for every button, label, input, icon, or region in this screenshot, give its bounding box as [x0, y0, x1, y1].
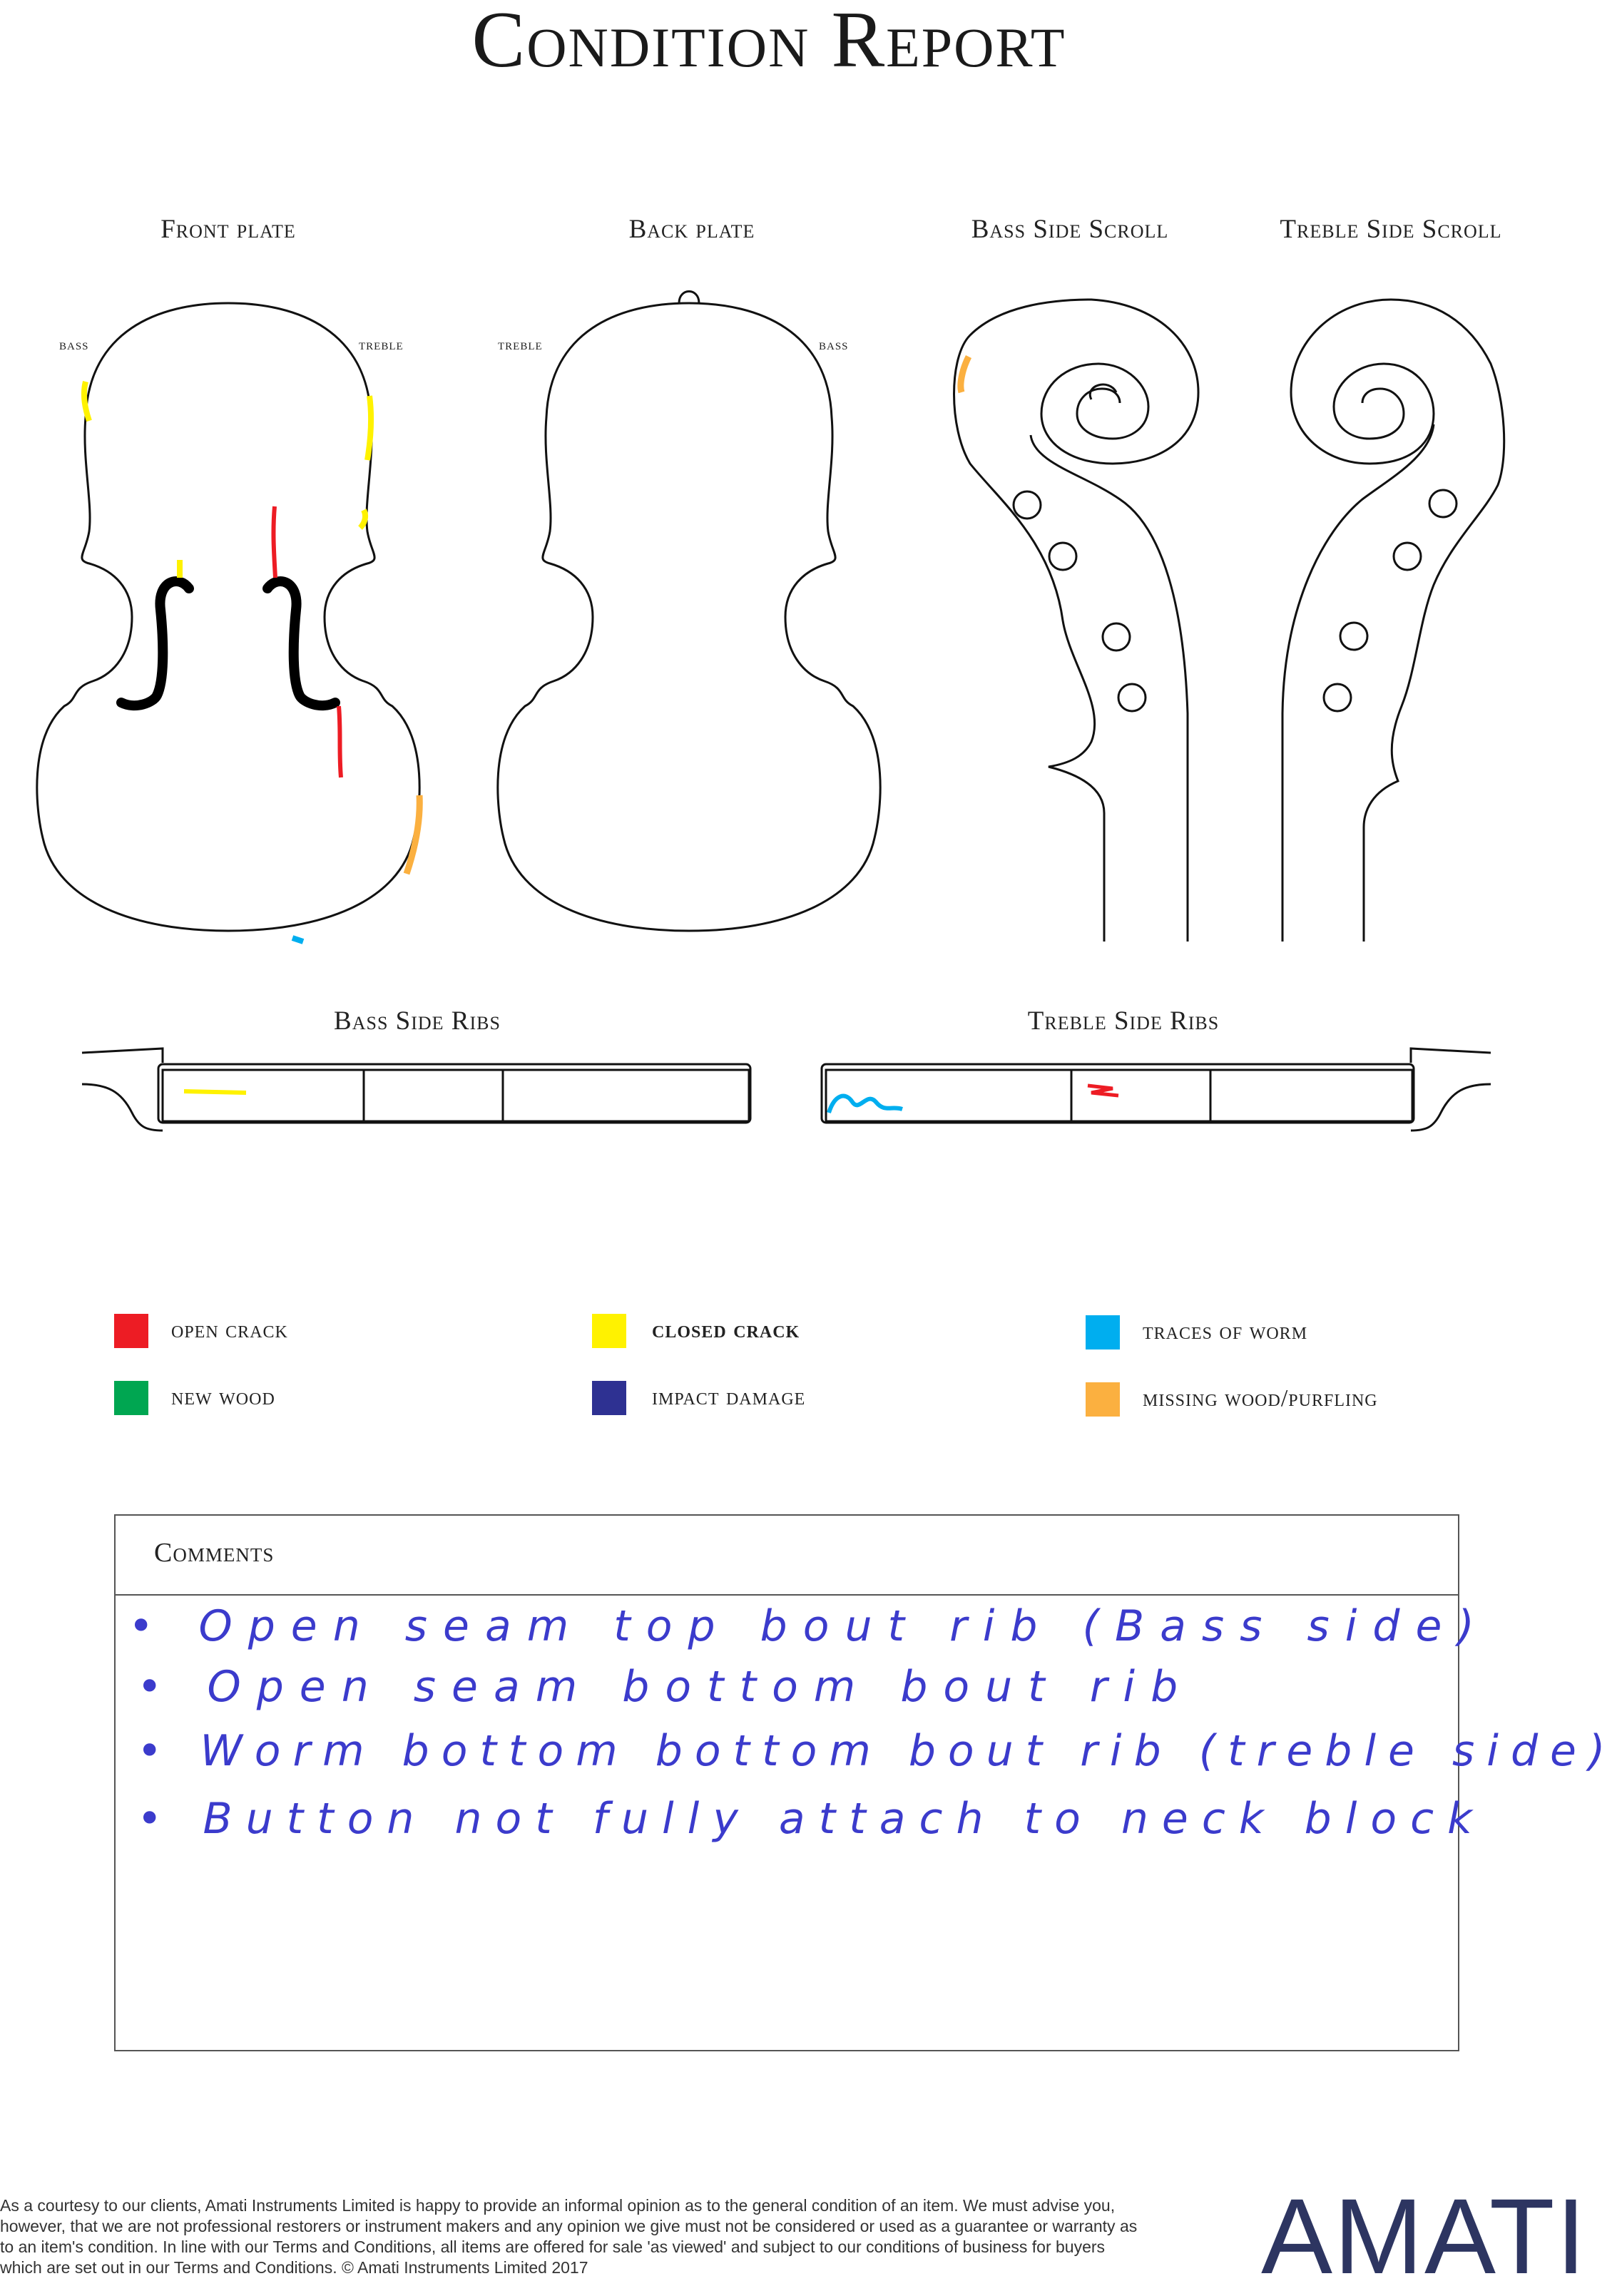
section-bass-ribs: Bass Side Ribs	[334, 1006, 501, 1036]
f-hole-left	[121, 581, 189, 705]
mark-closed-crack	[360, 510, 365, 528]
mark-closed-crack	[367, 396, 371, 460]
legend-swatch-new-wood	[114, 1381, 148, 1415]
legend-swatch-missing-wood	[1086, 1382, 1120, 1417]
treble-ribs-drawing	[822, 1048, 1491, 1131]
legend-label-open-crack: open crack	[171, 1317, 288, 1343]
back-plate-drawing	[498, 292, 880, 932]
legend-label-new-wood: new wood	[171, 1384, 275, 1410]
page-title: Condition Report	[471, 0, 1066, 84]
treble-scroll-drawing	[1282, 300, 1504, 942]
comment-line-1: • Open seam top bout rib (Bass side)	[128, 1601, 1490, 1651]
bass-ribs-drawing	[82, 1048, 750, 1131]
mark-open-crack	[339, 706, 341, 777]
legend-label-traces-of-worm: traces of worm	[1143, 1318, 1308, 1345]
legend-label-missing-wood: missing wood/purfling	[1143, 1385, 1378, 1412]
label-back-bass: bass	[819, 335, 849, 353]
bass-scroll-drawing	[954, 300, 1199, 942]
legend-swatch-open-crack	[114, 1314, 148, 1348]
section-front-plate: Front plate	[160, 215, 296, 244]
comment-line-2: • Open seam bottom bout rib	[137, 1662, 1194, 1712]
section-treble-ribs: Treble Side Ribs	[1027, 1006, 1220, 1036]
back-button	[679, 292, 699, 304]
comments-title: Comments	[154, 1538, 275, 1568]
mark-traces-of-worm	[292, 938, 303, 942]
label-back-treble: treble	[498, 335, 543, 353]
mark-open-crack	[273, 506, 275, 578]
amati-logo: AMATI	[1261, 2176, 1588, 2296]
comment-line-4: • Button not fully attach to neck block	[137, 1794, 1486, 1844]
f-hole-right	[267, 581, 335, 705]
disclaimer-text: As a courtesy to our clients, Amati Instruments Limited is happy to provide an informal opinion as to the general condition of an item. We must advise you, however, that we are not professional restorers or instrument makers and any opinion we give must not be considered or used as a guarantee or warranty as to an item's condition. In line with our Terms and Conditions, all items are offered for sale 'as viewed' and subject to our conditions of business for buyers which are set out in our Terms and Conditions. © Amati Instruments Limited 2017	[0, 2196, 1138, 2277]
comment-line-3: • Worm bottom bottom bout rib (treble side)	[137, 1726, 1617, 1776]
comments-header	[116, 1516, 1458, 1596]
section-back-plate: Back plate	[628, 215, 755, 244]
legend-swatch-impact-damage	[592, 1381, 626, 1415]
legend-swatch-traces-of-worm	[1086, 1315, 1120, 1349]
section-bass-scroll: Bass Side Scroll	[971, 215, 1169, 244]
legend-label-closed-crack: closed crack	[652, 1317, 800, 1343]
legend-swatch-closed-crack	[592, 1314, 626, 1348]
mark-open-crack	[1088, 1086, 1118, 1096]
mark-closed-crack	[184, 1091, 246, 1093]
mark-traces-of-worm	[829, 1096, 902, 1113]
mark-closed-crack	[84, 382, 89, 421]
mark-missing-wood	[961, 357, 969, 392]
front-plate-drawing	[37, 303, 419, 942]
mark-missing-wood	[407, 795, 419, 874]
section-treble-scroll: Treble Side Scroll	[1280, 215, 1502, 244]
comments-box	[114, 1514, 1617, 2051]
label-front-bass: bass	[59, 335, 89, 353]
label-front-treble: treble	[359, 335, 404, 353]
legend-label-impact-damage: impact damage	[652, 1384, 806, 1410]
